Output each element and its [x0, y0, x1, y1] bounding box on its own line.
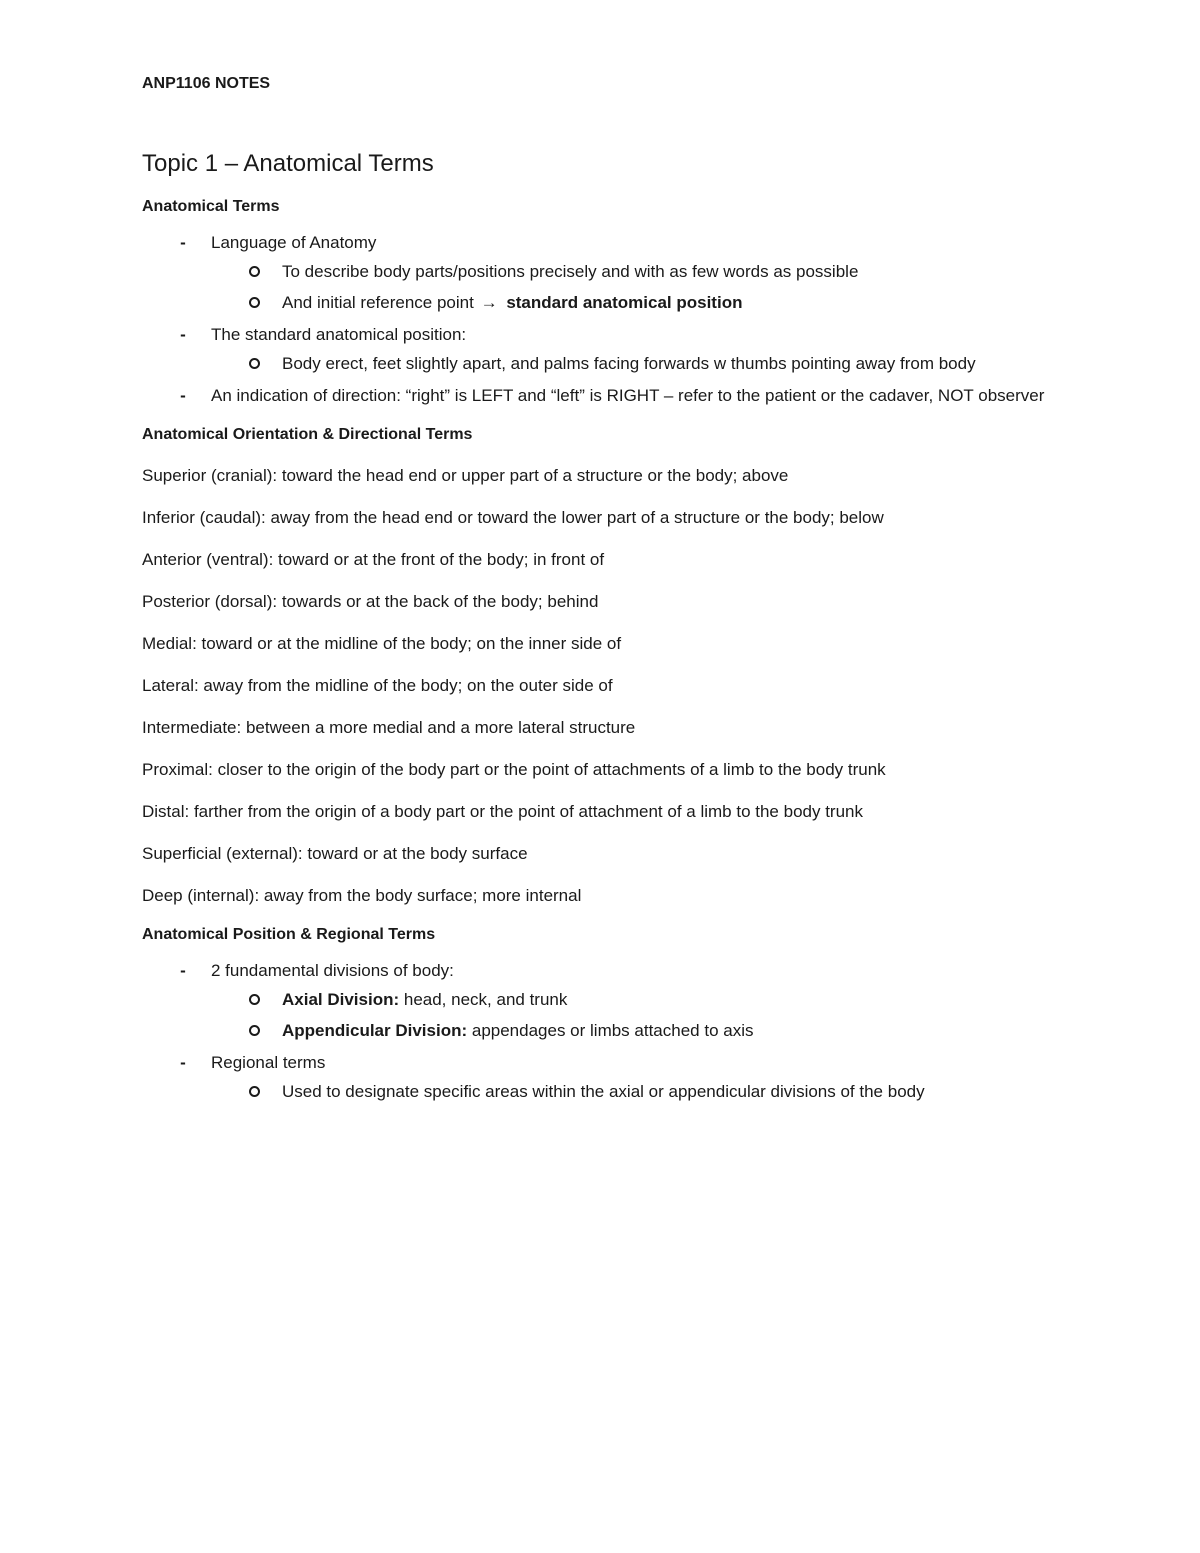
dash-bullet-icon: -: [180, 325, 186, 344]
sub-list-item-text: Used to designate specific areas within the axial or appendicular divisions of the body: [282, 1082, 925, 1101]
dash-bullet-icon: -: [180, 961, 186, 980]
list-item-text: 2 fundamental divisions of body:: [211, 961, 454, 980]
sub-list-item-text: Body erect, feet slightly apart, and palms facing forwards w thumbs pointing away from body: [282, 354, 976, 373]
list-item: [142, 320, 1072, 378]
term-distal: Distal: farther from the origin of a body part or the point of attachment of a limb to the body trunk: [142, 802, 863, 821]
list-item-text: Language of Anatomy: [211, 233, 377, 252]
sub-list-item: [142, 257, 1072, 286]
term-intermediate: Intermediate: between a more medial and a more lateral structure: [142, 718, 636, 737]
sub-list: [211, 257, 1072, 317]
sub-list-item: [142, 288, 1072, 317]
sub-list-item-text: head, neck, and trunk: [399, 990, 568, 1009]
sub-list: [211, 985, 1072, 1045]
directional-terms-block: [142, 462, 1072, 910]
sub-list-item: [142, 349, 1072, 378]
right-arrow-icon: →: [480, 293, 498, 312]
sub-list-item-text: appendages or limbs attached to axis: [467, 1021, 754, 1040]
circle-bullet-icon: [249, 1086, 260, 1097]
list-item-text: The standard anatomical position:: [211, 325, 467, 344]
sub-list-item-bold-text: Axial Division:: [282, 990, 400, 1009]
dash-bullet-icon: -: [180, 1053, 186, 1072]
sub-list-item-bold-text: Appendicular Division:: [282, 1021, 468, 1040]
sub-list-item: [142, 985, 1072, 1014]
section-heading-regional-terms: Anatomical Position & Regional Terms: [142, 926, 436, 943]
term-superior: Superior (cranial): toward the head end or upper part of a structure or the body; above: [142, 466, 789, 485]
circle-bullet-icon: [249, 297, 260, 308]
term-inferior: Inferior (caudal): away from the head end or toward the lower part of a structure or the body; below: [142, 508, 884, 527]
sub-list: [211, 1077, 1072, 1106]
circle-bullet-icon: [249, 1025, 260, 1036]
section-heading-directional-terms: Anatomical Orientation & Directional Terms: [142, 426, 473, 443]
dash-bullet-icon: -: [180, 233, 186, 252]
sub-list-item-text: And initial reference point: [282, 293, 474, 312]
list-item: [142, 381, 1072, 410]
sub-list-item: [142, 1077, 1072, 1106]
term-posterior: Posterior (dorsal): towards or at the back of the body; behind: [142, 592, 599, 611]
term-superficial: Superficial (external): toward or at the body surface: [142, 844, 528, 863]
anatomical-terms-list: [142, 228, 1072, 410]
course-label: ANP1106 NOTES: [142, 75, 271, 92]
list-item: [142, 1048, 1072, 1106]
term-anterior: Anterior (ventral): toward or at the front of the body; in front of: [142, 550, 605, 569]
sub-list-item-text: To describe body parts/positions precisely and with as few words as possible: [282, 262, 859, 281]
circle-bullet-icon: [249, 994, 260, 1005]
circle-bullet-icon: [249, 266, 260, 277]
topic-title: Topic 1 – Anatomical Terms: [142, 150, 434, 177]
section-heading-anatomical-terms: Anatomical Terms: [142, 198, 280, 215]
list-item: [142, 228, 1072, 317]
term-lateral: Lateral: away from the midline of the body; on the outer side of: [142, 676, 613, 695]
term-proximal: Proximal: closer to the origin of the body part or the point of attachments of a limb to the body trunk: [142, 760, 886, 779]
document-page: [142, 70, 1072, 1109]
sub-list: [211, 349, 1072, 378]
regional-terms-list: [142, 956, 1072, 1106]
sub-list-item-bold-text: standard anatomical position: [506, 293, 743, 312]
dash-bullet-icon: -: [180, 386, 186, 405]
circle-bullet-icon: [249, 358, 260, 369]
term-medial: Medial: toward or at the midline of the body; on the inner side of: [142, 634, 622, 653]
list-item: [142, 956, 1072, 1045]
term-deep: Deep (internal): away from the body surface; more internal: [142, 886, 582, 905]
sub-list-item: [142, 1016, 1072, 1045]
list-item-text: An indication of direction: “right” is LEFT and “left” is RIGHT – refer to the patient or the cadaver, NOT observer: [211, 386, 1045, 405]
list-item-text: Regional terms: [211, 1053, 326, 1072]
